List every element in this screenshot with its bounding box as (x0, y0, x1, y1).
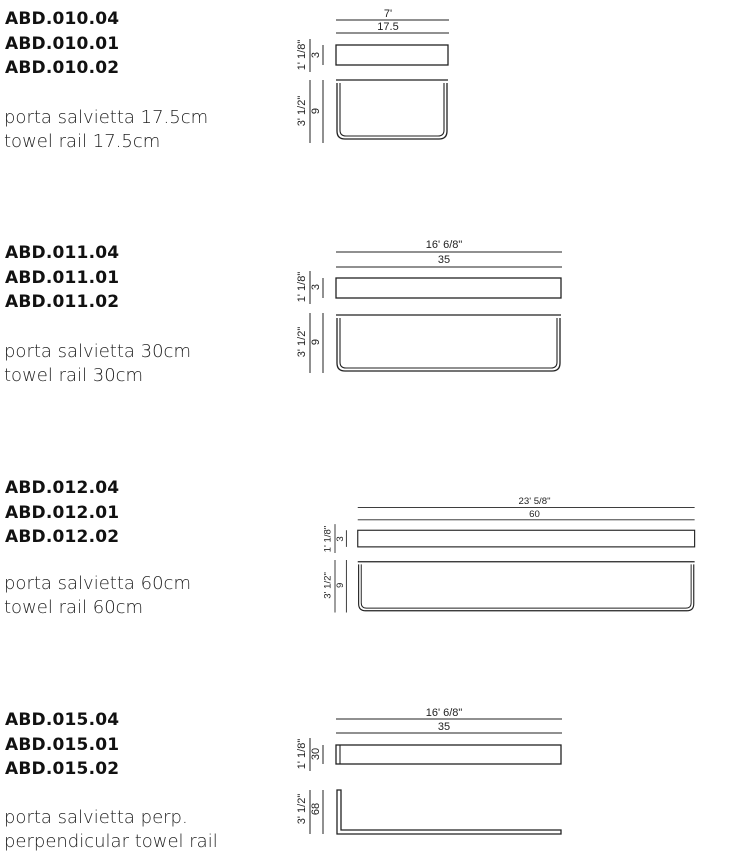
height-cm-label: 9 (310, 107, 322, 115)
description-italian: porta salvietta perp. (4, 807, 188, 828)
product-code: ABD.012.04 (5, 478, 120, 498)
product-description (4, 572, 191, 620)
product-code: ABD.015.04 (5, 710, 120, 730)
product-code: ABD.015.01 (5, 734, 120, 755)
product-code: ABD.011.04 (5, 243, 120, 263)
rail-front-view (359, 564, 694, 610)
rail-top-view (336, 45, 448, 65)
width-inches-label: 7' (383, 8, 393, 20)
height-inches-label: 3' 1/2" (296, 326, 308, 358)
height-cm-label: 9 (334, 582, 346, 589)
product-code: ABD.010.01 (5, 33, 120, 54)
product-codes (5, 7, 119, 81)
product-code: ABD.015.02 (5, 759, 120, 779)
thickness-inches-label: 1' 1/8" (296, 271, 308, 303)
thickness-inches-label: 1' 1/8" (296, 39, 308, 71)
description-english: perpendicular towel rail (4, 831, 218, 852)
product-codes (5, 241, 119, 315)
width-inches-label: 16' 6/8" (425, 239, 463, 251)
description-english: towel rail 17.5cm (4, 131, 161, 152)
rail-front-inner (340, 83, 444, 136)
rail-top-view (336, 745, 561, 764)
description-italian: porta salvietta 60cm (4, 573, 191, 594)
product-codes (5, 708, 119, 782)
rail-front-inner (340, 318, 557, 368)
description-italian: porta salvietta 17.5cm (4, 107, 209, 128)
thickness-cm-label: 3 (334, 536, 346, 542)
rail-front-view (337, 318, 560, 371)
technical-drawing (290, 241, 730, 381)
technical-drawing (290, 476, 730, 616)
width-inches-label: 23' 5/8" (518, 496, 551, 507)
width-cm-label: 60 (529, 509, 540, 521)
product-code: ABD.011.01 (5, 267, 120, 288)
thickness-cm-label: 30 (310, 747, 322, 761)
product-description (4, 340, 191, 388)
technical-drawing (290, 7, 730, 147)
product-codes (5, 476, 119, 550)
rail-front-inner (361, 564, 691, 608)
thickness-cm-label: 3 (310, 283, 322, 291)
rail-top-view (358, 530, 695, 547)
thickness-cm-label: 3 (310, 51, 322, 59)
product-code: ABD.012.01 (5, 502, 120, 523)
description-english: towel rail 60cm (4, 597, 144, 618)
rail-top-view (336, 278, 561, 298)
product-description (4, 806, 218, 854)
height-inches-label: 3' 1/2" (296, 793, 308, 825)
width-inches-label: 16' 6/8" (425, 707, 463, 719)
product-code: ABD.010.04 (5, 9, 120, 29)
height-cm-label: 68 (310, 802, 322, 816)
thickness-inches-label: 1' 1/8" (322, 525, 334, 553)
product-code: ABD.012.02 (5, 527, 120, 547)
height-cm-label: 9 (310, 338, 322, 346)
width-cm-label: 35 (437, 254, 451, 266)
height-inches-label: 3' 1/2" (296, 95, 308, 127)
product-code: ABD.011.02 (5, 292, 120, 312)
thickness-inches-label: 1' 1/8" (296, 738, 308, 770)
product-description (4, 106, 208, 154)
width-cm-label: 17.5 (377, 21, 399, 33)
description-english: towel rail 30cm (4, 365, 144, 386)
rail-front-view (337, 790, 561, 834)
technical-drawing (290, 708, 730, 848)
description-italian: porta salvietta 30cm (4, 341, 191, 362)
height-inches-label: 3' 1/2" (322, 572, 334, 599)
width-cm-label: 35 (437, 721, 451, 733)
rail-front-view (337, 83, 447, 139)
product-code: ABD.010.02 (5, 58, 120, 78)
